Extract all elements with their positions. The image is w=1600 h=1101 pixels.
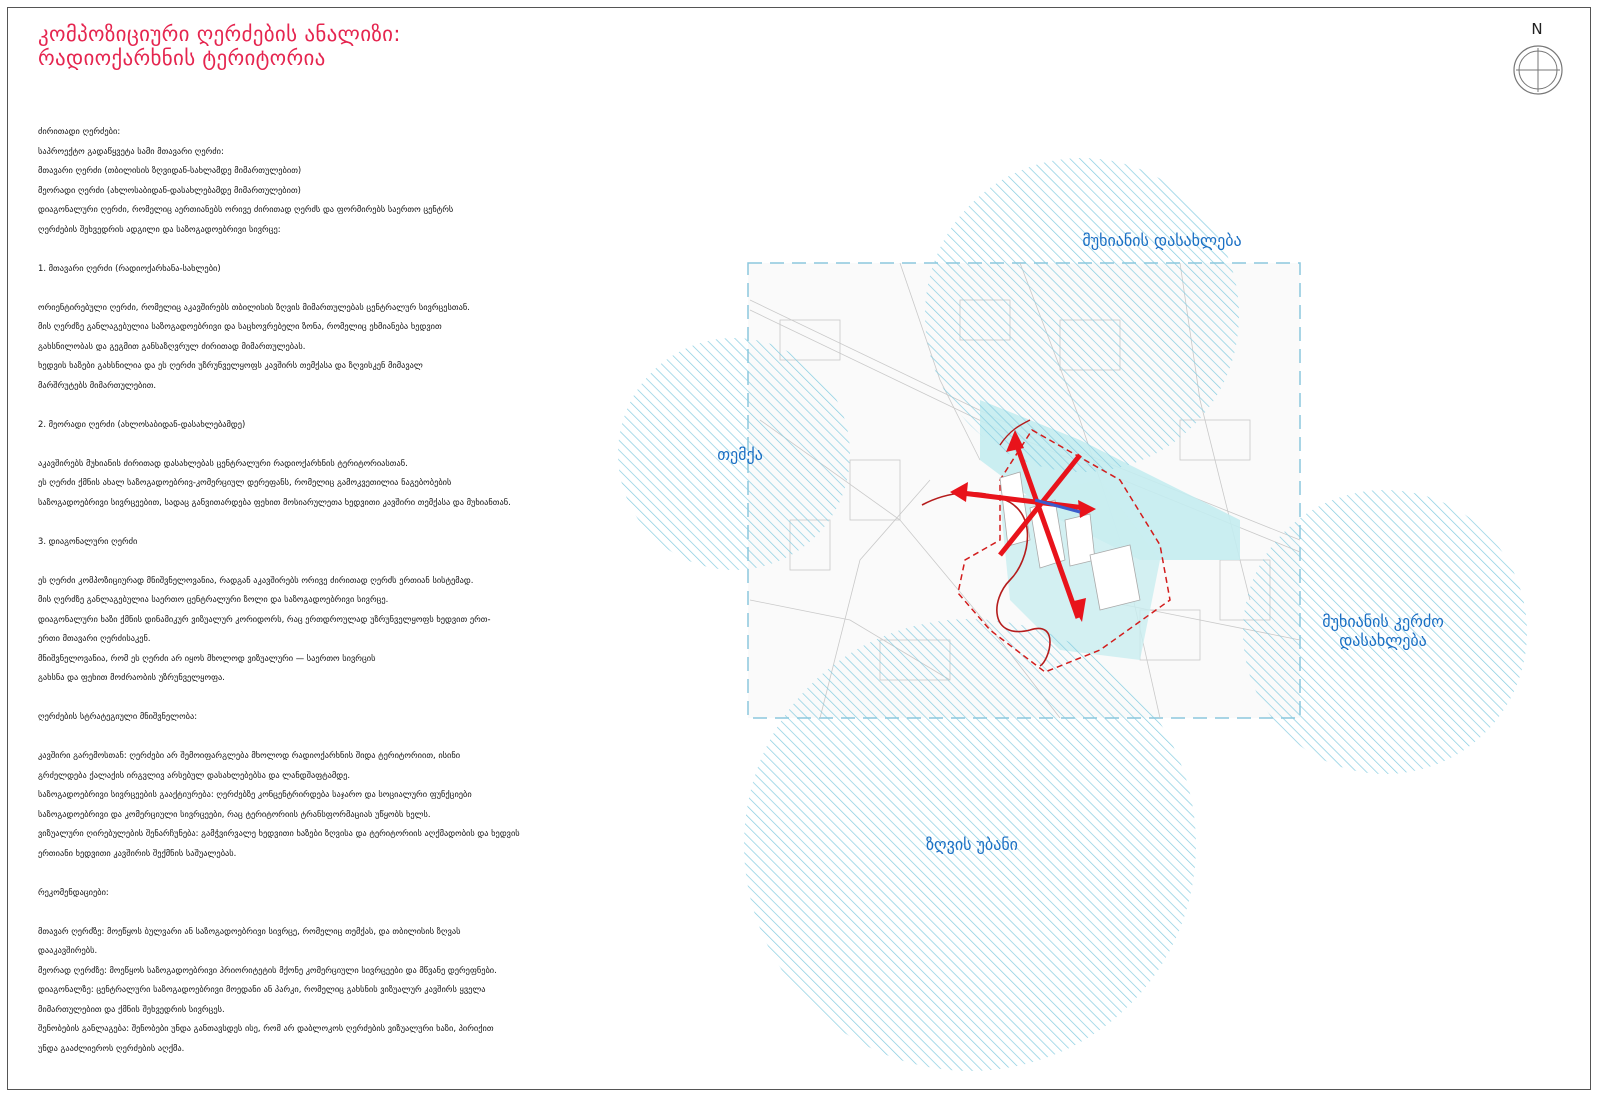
text-line: ერთიანი ხედვითი კავშირის შექმნის საშუალებას. xyxy=(38,847,237,858)
text-line: ეს ღერძი ქმნის ახალ საზოგადოებრივ-კომერციულ დერეფანს, რომელიც გამოკვეთილია ნაგებობების xyxy=(38,477,452,487)
text-line: ორიენტირებული ღერძი, რომელიც აკავშირებს თბილისის ზღვის მიმართულებას ცენტრალურ სივრცესთან. xyxy=(38,301,470,312)
text-line: საზოგადოებრივი და კომერციული სივრცეები, რაც ტერიტორიის ტრანსფორმაციას უწყობს ხელს. xyxy=(38,808,431,819)
zone-circle-top xyxy=(925,158,1242,472)
text-line: დიაგონალური ხაზი ქმნის დინამიკურ ვიზუალურ კორიდორს, რაც ერთდროულად უზრუნველყოფს ხედვით ერთ- xyxy=(38,613,491,624)
text-line: შენობების განლაგება: შენობები უნდა განთავსდეს ისე, რომ არ დაბლოკოს ღერძების ვიზუალური ხაზი, პირიქით xyxy=(38,1023,494,1033)
text-line: მეორადი ღერძი (ახლოსაბიდან-დასახლებამდე მიმართულებით) xyxy=(38,184,301,195)
text-line: ძირითადი ღერძები: xyxy=(38,126,121,136)
text-line: რეკომენდაციები: xyxy=(38,886,109,897)
text-line: ღერძების შეხვედრის ადგილი და საზოგადოებრივი სივრცე: xyxy=(38,223,281,234)
text-line: უნდა გააძლიეროს ღერძების აღქმა. xyxy=(38,1042,185,1053)
title-line-1: კომპოზიციური ღერძების ანალიზი: xyxy=(38,22,401,46)
text-line: მის ღერძზე განლაგებულია საზოგადოებრივი და საცხოვრებელი ზონა, რომელიც ეხმიანება ხედვით xyxy=(38,321,442,331)
text-line: დიაგონალზე: ცენტრალური საზოგადოებრივი მოედანი ან პარკი, რომელიც გახსნის ვიზუალურ კავშირს ყველა xyxy=(38,984,486,994)
text-line: მის ღერძზე განლაგებულია საერთო ცენტრალური ზოლი და საზოგადოებრივი სივრცე. xyxy=(38,594,389,604)
text-line: ერთი მთავარი ღერძისაკენ. xyxy=(38,633,151,643)
text-line: მთავარ ღერძზე: მოეწყოს ბულვარი ან საზოგადოებრივი სივრცე, რომელიც თემქას, და თბილისის ზღვას xyxy=(38,925,461,936)
zone-label-left: თემქა xyxy=(717,445,763,464)
zone-label-right-2: დასახლება xyxy=(1339,631,1427,650)
text-line: ეს ღერძი კომპოზიციურად მნიშვნელოვანია, რადგან აკავშირებს ორივე ძირითად ღერძს ერთიან სისტემად. xyxy=(38,574,474,585)
title-line-2: რადიოქარხნის ტერიტორია xyxy=(38,46,326,70)
text-line: საზოგადოებრივი სივრცეების გააქტიურება: ღერძებზე კონცენტრირდება საჯარო და სოციალური ფუნქციები xyxy=(38,789,472,799)
text-line: გახსნა და ფეხით მოძრაობის უზრუნველყოფა. xyxy=(38,672,225,682)
north-label: N xyxy=(1531,20,1543,38)
text-line: მთავარი ღერძი (თბილისის ზღვიდან-სახლამდე მიმართულებით) xyxy=(38,165,302,175)
text-line: გახსნილობას და გეგმით განსაზღვრულ ძირითად მიმართულებას. xyxy=(38,340,306,351)
zone-label-top: მუხიანის დასახლება xyxy=(1082,231,1242,250)
text-line: გრძელდება ქალაქის ირგვლივ არსებულ დასახლებებსა და ლანდშაფტამდე. xyxy=(38,769,351,780)
text-line: კავშირი გარემოსთან: ღერძები არ შემოიფარგლება მხოლოდ რადიოქარხნის შიდა ტერიტორიით, ისინი xyxy=(38,750,461,760)
text-line: 2. მეორადი ღერძი (ახლოსაბიდან-დასახლებამდე) xyxy=(38,418,246,429)
zone-label-bottom: ზღვის უბანი xyxy=(926,835,1018,854)
text-line: 1. მთავარი ღერძი (რადიოქარხანა-სახლები) xyxy=(38,262,221,273)
text-line: აკავშირებს მუხიანის ძირითად დასახლებას ცენტრალური რადიოქარხნის ტერიტორიასთან. xyxy=(38,457,408,468)
text-line: დიაგონალური ღერძი, რომელიც აერთიანებს ორივე ძირითად ღერძს და ფორმირებს საერთო ცენტრს xyxy=(38,204,454,214)
text-line: მეორად ღერძზე: მოეწყოს საზოგადოებრივი პრიორიტეტის მქონე კომერციული სივრცეები და მწვანე დერეფნები. xyxy=(38,964,497,975)
text-line: მარშრუტებს მიმართულებით. xyxy=(38,379,157,390)
text-line: საპროექტო გადაწყვეტა სამი მთავარი ღერძი: xyxy=(38,145,224,156)
zone-label-right-1: მუხიანის კერძო xyxy=(1322,612,1444,631)
text-line: 3. დიაგონალური ღერძი xyxy=(38,535,138,546)
text-line: ღერძების სტრატეგიული მნიშვნელობა: xyxy=(38,711,198,721)
text-line: ვიზუალური ღირებულების შენარჩუნება: გამჭვირვალე ხედვითი ხაზები ზღვისა და ტერიტორიის აღქმადობის და ხედვის xyxy=(38,828,520,838)
text-line: ხედვის ხაზები გახსნილია და ეს ღერძი უზრუნველყოფს კავშირს თემქასა და ზღვისკენ მიმავალ xyxy=(38,360,423,370)
text-line: დააკავშირებს. xyxy=(38,945,98,955)
text-line: მიმართულებით და ქმნის შეხვედრის სივრცეს. xyxy=(38,1003,225,1014)
text-line: მნიშვნელოვანია, რომ ეს ღერძი არ იყოს მხოლოდ ვიზუალური — საერთო სივრცის xyxy=(38,652,376,663)
text-line: საზოგადოებრივი სივრცეებით, სადაც განვითარდება ფეხით მოსიარულეთა ხედვითი კავშირი თემქასა და მუხიანთან. xyxy=(38,496,511,507)
